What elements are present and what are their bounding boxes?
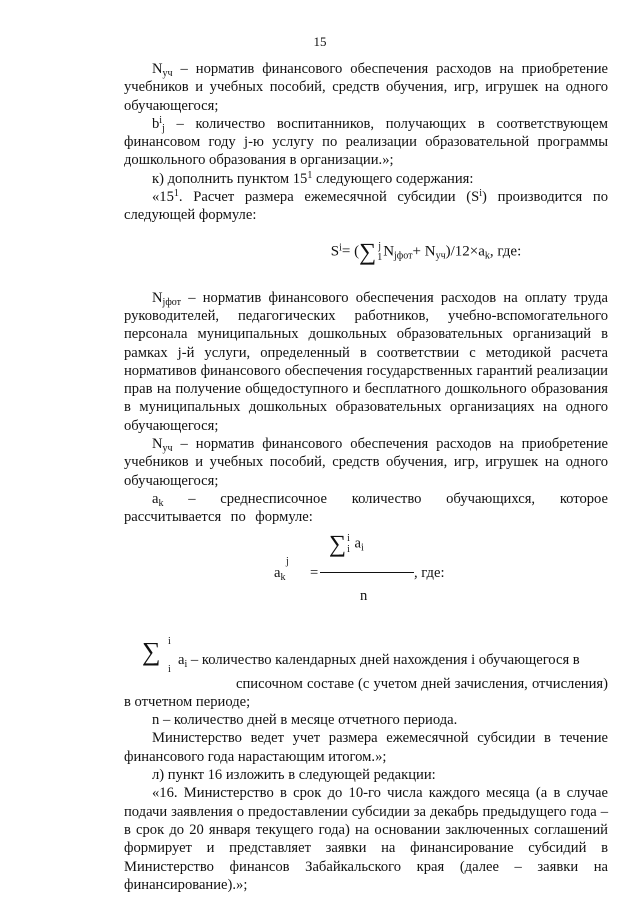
item-k: к) дополнить пунктом $15^1$ следующего содержания:: [152, 169, 474, 187]
n-definition: n – количество дней в месяце отчетного периода.: [152, 712, 458, 729]
formula-denominator: n: [360, 587, 368, 604]
n-fot-definition: $N_{jфот}$ – норматив финансового обеспечения расходов на оплату труда руководителей, педагогических работников, учебно-вспомогательного персонала муниципальных дошкольных образовательных организаций в рамках j-й услуги, определенный в соответствии с методикой расчета нормативов финансового обеспечения государственных гарантий реализации прав на получение общедоступного и бесплатного дошкольного образования в муниципальных дошкольных образовательных организациях на одного обучающегося;: [124, 289, 608, 434]
sum-symbol: ∑: [142, 636, 161, 666]
item-l: л) пункт 16 изложить в следующей редакции:: [152, 767, 436, 784]
sum-definition-cont: списочном составе (с учетом дней зачисления, отчисления) в отчетном периоде;: [124, 675, 608, 710]
ak-definition: $a_k$ – среднесписочное количество обучающихся, которое рассчитывается по формуле:: [124, 490, 609, 526]
symbol: N: [152, 61, 163, 77]
subsidy-formula: $S^i=$ (∑ j $1N_{jфот}+ N_{уч})/12\times a_k$, где:: [330, 239, 522, 266]
ministry-paragraph: Министерство ведет учет размера ежемесячной субсидии в течение финансового года нарастающим итогом.»;: [124, 730, 608, 765]
definition-text: – количество воспитанников, получающих в соответствующем финансовом году j-ю услугу по реализации образовательной программы дошкольного образования в организации.»;: [124, 115, 608, 169]
sum-definition: ∑ i i $a_i$ – количество календарных дней нахождения i обучающегося в: [142, 635, 580, 675]
sum-symbol: ∑: [329, 530, 347, 557]
document-body: [124, 60, 608, 894]
n-uch-definition-2: $N_{уч}$ – норматив финансового обеспечения расходов на приобретение учебников и учебных пособий, средств обучения, игр, игрушек на одного обучающегося;: [124, 436, 608, 489]
b-definition: $b^i_j$ – количество воспитанников, получающих в соответствующем финансовом году j-ю услугу по реализации образовательной программы дошкольного образования в организации.»;: [124, 114, 608, 169]
definition-text: – норматив финансового обеспечения расходов на приобретение учебников и учебных пособий, средств обучения, игр, игрушек на одного обучающегося;: [124, 61, 608, 114]
page-number: 15: [313, 34, 327, 49]
definition-text: – норматив финансового обеспечения расходов на оплату труда руководителей, педагогических работников, учебно-вспомогательного персонала муниципальных дошкольных образовательных организаций в рамках j-й услуги, определенный в соответствии с методикой расчета нормативов финансового обеспечения государственных гарантий реализации прав на получение общедоступного и бесплатного дошкольного образования в муниципальных дошкольных образовательных организациях на одного обучающегося;: [124, 289, 608, 434]
definition-text: – норматив финансового обеспечения расходов на приобретение учебников и учебных пособий, средств обучения, игр, игрушек на одного обучающегося;: [124, 436, 608, 489]
sum-symbol: ∑: [359, 239, 377, 266]
n-uch-definition-1: $N_{уч}$ – норматив финансового обеспечения расходов на приобретение учебников и учебных пособий, средств обучения, игр, игрушек на одного обучающегося;: [124, 61, 608, 114]
formula-numerator: ∑i i $a_i$: [329, 530, 364, 557]
fraction-bar: [320, 572, 414, 573]
paragraph-15-1: «$15^1$. Расчет размера ежемесячной субсидии $(S^i)$ производится по следующей формуле:: [124, 188, 608, 224]
average-count-formula: j $a_k$ = ∑i i $a_i$ , где: n: [274, 530, 445, 604]
paragraph-16: «16. Министерство в срок до 10-го числа каждого месяца (а в случае подачи заявления о предоставлении субсидии за декабрь предыдущего года – в срок до 20 января текущего года) на основании заключенных соглашений формирует и представляет заявки на финансирование субсидий в Министерство финансов Забайкальского края (далее – заявки на финансирование).»;: [124, 785, 608, 893]
definition-text: – среднесписочное количество обучающихся, которое рассчитывается по формуле:: [124, 490, 609, 526]
